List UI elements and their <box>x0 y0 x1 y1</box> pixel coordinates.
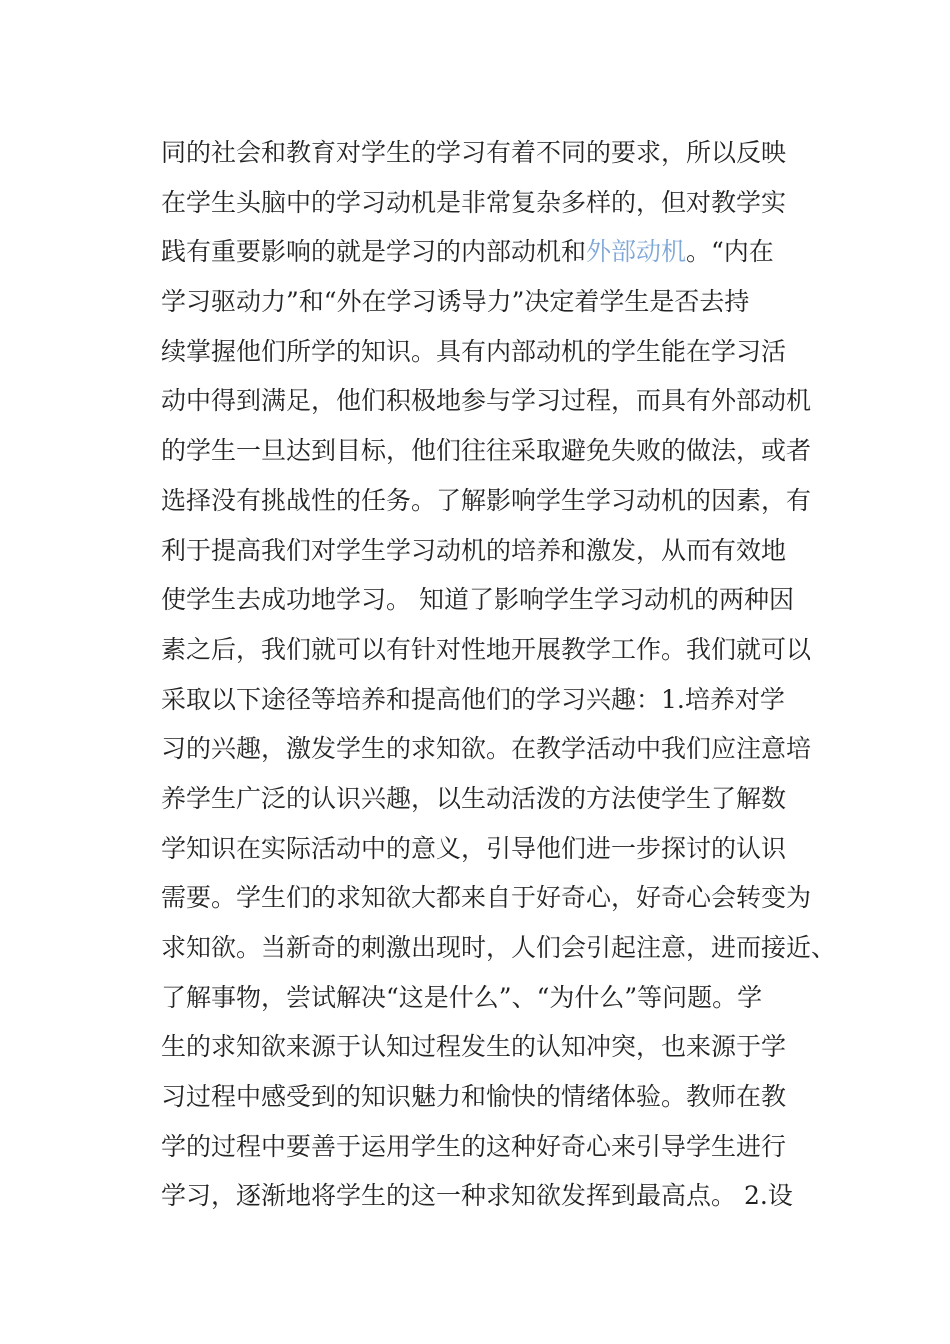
text-line: 生的求知欲来源于认知过程发生的认知冲突，也来源于学 <box>161 1032 787 1062</box>
text-line: 使学生去成功地学习。 知道了影响学生学习动机的两种因 <box>161 585 794 615</box>
text-line: 习的兴趣，激发学生的求知欲。在教学活动中我们应注意培 <box>161 734 812 764</box>
text-line: 选择没有挑战性的任务。了解影响学生学习动机的因素，有 <box>161 485 812 515</box>
text-line: 同的社会和教育对学生的学习有着不同的要求，所以反映 <box>161 138 787 167</box>
text-line: 学的过程中要善于运用学生的这种好奇心来引导学生进行 <box>161 1131 787 1161</box>
text-line: 了解事物，尝试解决“这是什么”、“为什么”等问题。学 <box>161 982 763 1012</box>
text-line: 利于提高我们对学生学习动机的培养和激发，从而有效地 <box>161 535 787 565</box>
text-segment: 践有重要影响的就是学习的内部动机和 <box>161 237 587 267</box>
text-line: 续掌握他们所学的知识。具有内部动机的学生能在学习活 <box>161 336 787 366</box>
external-motivation-link[interactable]: 外部动机 <box>586 237 687 267</box>
text-line: 素之后，我们就可以有针对性地开展教学工作。我们就可以 <box>161 634 812 664</box>
text-line: 习过程中感受到的知识魅力和愉快的情绪体验。教师在教 <box>161 1082 787 1112</box>
text-line: 采取以下途径等培养和提高他们的学习兴趣：1.培养对学 <box>161 684 785 714</box>
text-line-with-link <box>161 227 841 277</box>
text-line: 学习驱动力”和“外在学习诱导力”决定着学生是否去持 <box>161 287 750 317</box>
text-line: 需要。学生们的求知欲大都来自于好奇心，好奇心会转变为 <box>161 883 812 913</box>
text-line: 动中得到满足，他们积极地参与学习过程，而具有外部动机 <box>161 386 812 416</box>
text-line: 学知识在实际活动中的意义，引导他们进一步探讨的认识 <box>161 833 787 863</box>
text-segment: 。“内在 <box>686 237 774 267</box>
text-line: 学习，逐渐地将学生的这一种求知欲发挥到最高点。 2.设 <box>161 1181 793 1211</box>
text-line: 的学生一旦达到目标，他们往往采取避免失败的做法，或者 <box>161 436 812 466</box>
text-line: 在学生头脑中的学习动机是非常复杂多样的，但对教学实 <box>161 187 787 217</box>
text-line: 养学生广泛的认识兴趣，以生动活泼的方法使学生了解数 <box>161 783 787 813</box>
body-text <box>161 128 841 1221</box>
text-line: 求知欲。当新奇的刺激出现时，人们会引起注意，进而接近、 <box>161 933 837 962</box>
